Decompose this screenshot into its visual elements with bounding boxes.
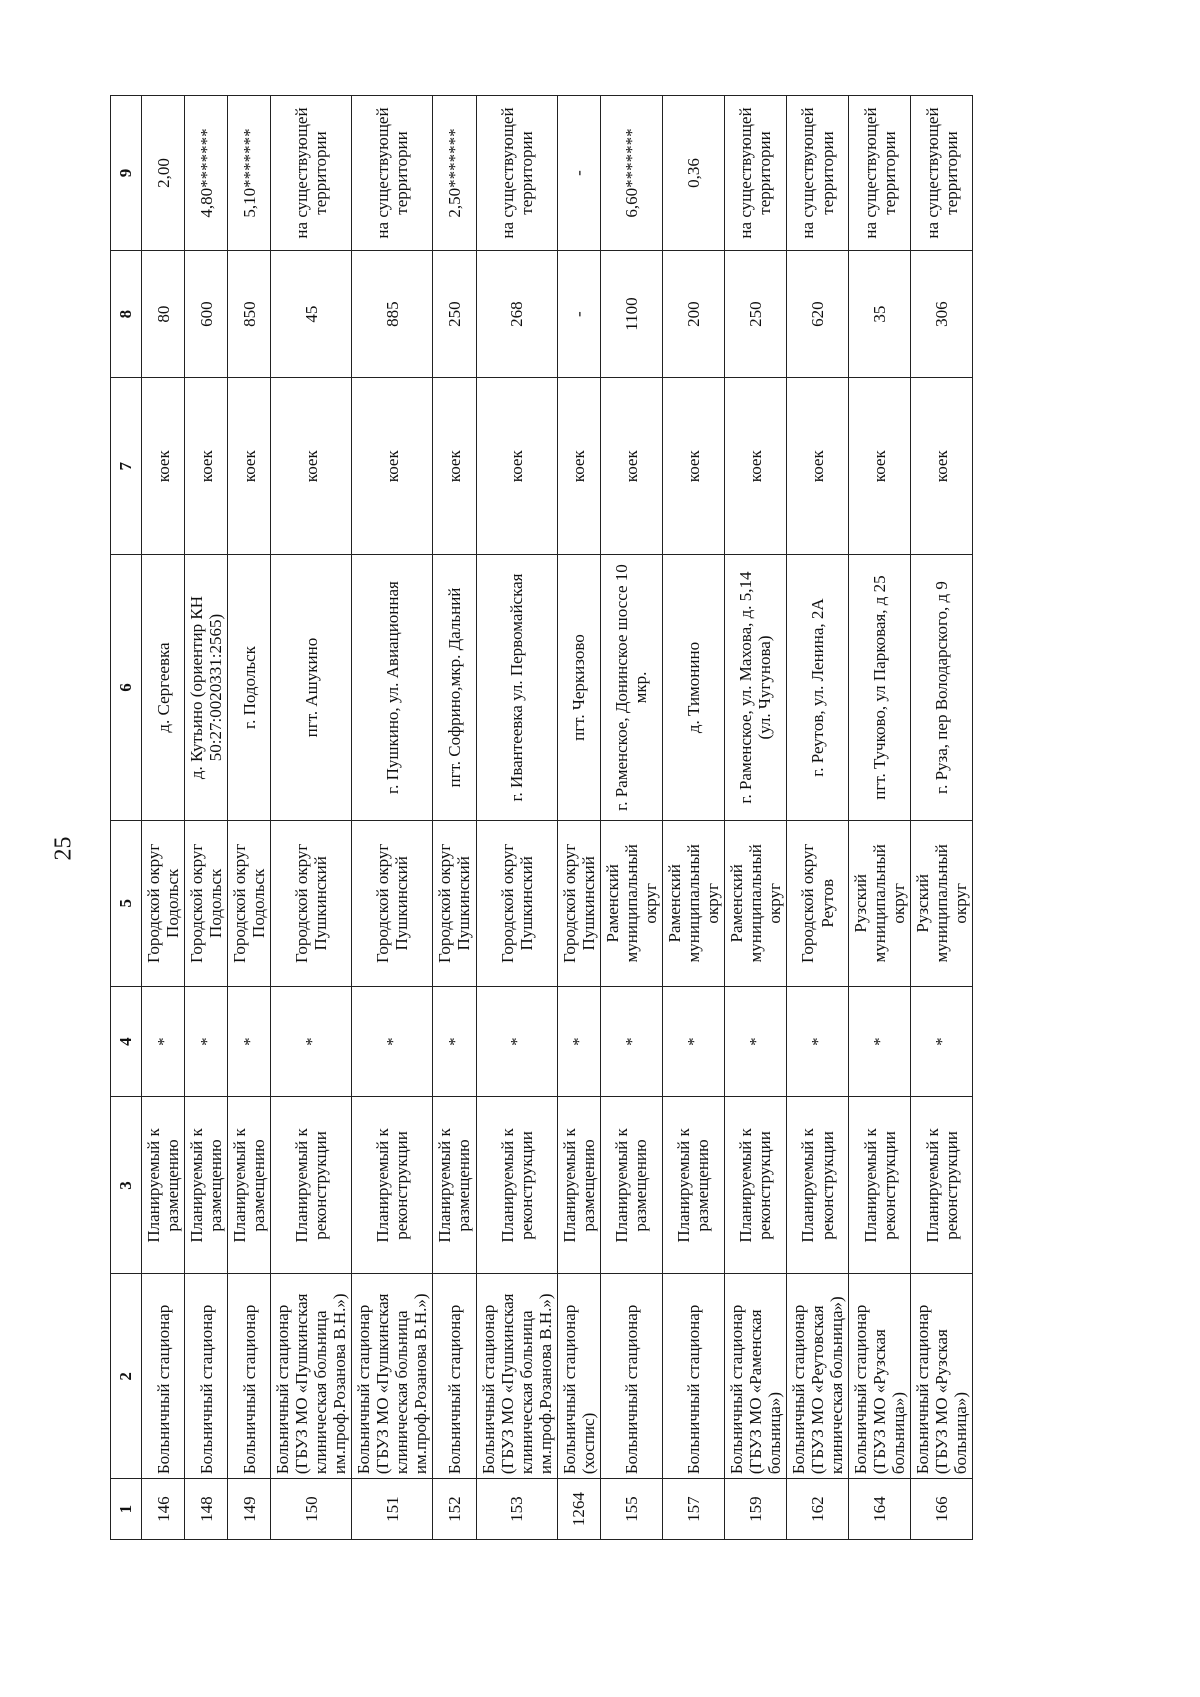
table-cell-col9: на существующей территории [724,96,786,251]
table-cell-col4: * [911,986,973,1097]
table-row [557,96,600,1540]
table-cell-col1: 162 [786,1479,848,1540]
table-cell-col7: коек [911,378,973,555]
table-cell-col2: Больничный стационар (ГБУЗ МО «Пушкинская клиническая больница им.проф.Розанова В.Н.») [476,1274,557,1479]
table-cell-col1: 150 [271,1479,352,1540]
table-cell-col5: Раменский муниципальный округ [662,820,724,986]
table-row [724,96,786,1540]
table-cell-col2: Больничный стационар (ГБУЗ МО «Пушкинская клиническая больница им.проф.Розанова В.Н.») [352,1274,433,1479]
table-row [433,96,476,1540]
facilities-table [110,95,973,1540]
table-row [271,96,352,1540]
table-cell-col7: коек [476,378,557,555]
table-cell-col3: Планируемый к реконструкции [724,1097,786,1274]
table-cell-col8: 620 [786,250,848,377]
table-cell-col2: Больничный стационар [185,1274,228,1479]
table-cell-col2: Больничный стационар [600,1274,662,1479]
header-cell: 9 [111,96,142,251]
table-row [600,96,662,1540]
table-row [228,96,271,1540]
table-cell-col3: Планируемый к реконструкции [911,1097,973,1274]
table-row [786,96,848,1540]
table-cell-col8: 306 [911,250,973,377]
table-cell-col4: * [662,986,724,1097]
header-cell: 1 [111,1479,142,1540]
table-row [352,96,433,1540]
header-cell: 4 [111,986,142,1097]
table-cell-col9: 2,50******* [433,96,476,251]
table-cell-col2: Больничный стационар [228,1274,271,1479]
table-cell-col9: на существующей территории [352,96,433,251]
table-cell-col5: Городской округ Подольск [142,820,185,986]
table-cell-col6: г. Руза, пер Володарского, д 9 [911,555,973,821]
table-cell-col7: коек [433,378,476,555]
table-cell-col2: Больничный стационар [433,1274,476,1479]
table-cell-col8: 600 [185,250,228,377]
table-cell-col4: * [433,986,476,1097]
table-cell-col3: Планируемый к размещению [142,1097,185,1274]
table-cell-col9: 2,00 [142,96,185,251]
table-cell-col6: г. Реутов, ул. Ленина, 2А [786,555,848,821]
table-cell-col6: г. Раменское, Донинское шоссе 10 мкр. [600,555,662,821]
table-cell-col7: коек [185,378,228,555]
table-cell-col9: 5,10******* [228,96,271,251]
table-cell-col6: г. Пушкино, ул. Авиационная [352,555,433,821]
table-cell-col1: 1264 [557,1479,600,1540]
table-row [476,96,557,1540]
table-cell-col6: д. Сергеевка [142,555,185,821]
table-cell-col9: на существующей территории [849,96,911,251]
table-cell-col1: 148 [185,1479,228,1540]
table-cell-col6: д. Тимонино [662,555,724,821]
table-cell-col8: 268 [476,250,557,377]
table-cell-col5: Городской округ Подольск [185,820,228,986]
table-cell-col9: на существующей территории [786,96,848,251]
table-cell-col3: Планируемый к размещению [228,1097,271,1274]
table-cell-col5: Раменский муниципальный округ [600,820,662,986]
table-cell-col6: г. Подольск [228,555,271,821]
table-cell-col1: 153 [476,1479,557,1540]
table-cell-col5: Городской округ Подольск [228,820,271,986]
table-row [911,96,973,1540]
table-cell-col1: 152 [433,1479,476,1540]
table-cell-col4: * [476,986,557,1097]
table-cell-col5: Городской округ Пушкинский [271,820,352,986]
table-cell-col8: - [557,250,600,377]
header-cell: 8 [111,250,142,377]
table-cell-col4: * [142,986,185,1097]
table-cell-col8: 850 [228,250,271,377]
table-cell-col9: 4,80******* [185,96,228,251]
table-cell-col7: коек [557,378,600,555]
table-cell-col6: пгт. Софрино,мкр. Дальний [433,555,476,821]
table-cell-col4: * [557,986,600,1097]
rotated-table-container [110,95,1080,1540]
table-cell-col9: - [557,96,600,251]
table-cell-col4: * [786,986,848,1097]
table-cell-col5: Рузский муниципальный округ [911,820,973,986]
table-cell-col1: 164 [849,1479,911,1540]
table-cell-col3: Планируемый к размещению [600,1097,662,1274]
table-cell-col7: коек [849,378,911,555]
header-cell: 5 [111,820,142,986]
table-cell-col3: Планируемый к размещению [433,1097,476,1274]
table-cell-col6: пгт. Тучково, ул Парковая, д 25 [849,555,911,821]
table-cell-col6: г. Ивантеевка ул. Первомайская [476,555,557,821]
table-cell-col4: * [185,986,228,1097]
table-header-row [111,96,142,1540]
table-cell-col1: 159 [724,1479,786,1540]
table-cell-col8: 250 [433,250,476,377]
table-cell-col1: 155 [600,1479,662,1540]
table-cell-col8: 45 [271,250,352,377]
table-row [185,96,228,1540]
table-row [142,96,185,1540]
table-cell-col1: 157 [662,1479,724,1540]
table-cell-col8: 1100 [600,250,662,377]
table-cell-col8: 200 [662,250,724,377]
table-cell-col3: Планируемый к реконструкции [786,1097,848,1274]
page-number: 25 [50,836,77,861]
table-cell-col7: коек [228,378,271,555]
table-cell-col9: 6,60******* [600,96,662,251]
table-cell-col3: Планируемый к реконструкции [476,1097,557,1274]
header-cell: 6 [111,555,142,821]
table-cell-col6: г. Раменское, ул. Махова, д. 5,14 (ул. Чугунова) [724,555,786,821]
table-cell-col1: 166 [911,1479,973,1540]
table-cell-col5: Городской округ Реутов [786,820,848,986]
table-cell-col8: 80 [142,250,185,377]
table-cell-col2: Больничный стационар (ГБУЗ МО «Пушкинская клиническая больница им.проф.Розанова В.Н.») [271,1274,352,1479]
table-cell-col2: Больничный стационар (ГБУЗ МО «Раменская больница») [724,1274,786,1479]
table-cell-col7: коек [271,378,352,555]
table-cell-col2: Больничный стационар (хоспис) [557,1274,600,1479]
table-cell-col4: * [271,986,352,1097]
table-cell-col9: на существующей территории [476,96,557,251]
table-cell-col7: коек [142,378,185,555]
table-cell-col5: Городской округ Пушкинский [352,820,433,986]
table-cell-col4: * [724,986,786,1097]
header-cell: 2 [111,1274,142,1479]
table-cell-col2: Больничный стационар (ГБУЗ МО «Реутовская клиническая больница») [786,1274,848,1479]
table-cell-col2: Больничный стационар (ГБУЗ МО «Рузская больница») [911,1274,973,1479]
table-cell-col7: коек [724,378,786,555]
table-cell-col1: 146 [142,1479,185,1540]
table-cell-col5: Рузский муниципальный округ [849,820,911,986]
table-body [142,96,973,1540]
table-cell-col6: пгт. Черкизово [557,555,600,821]
table-cell-col3: Планируемый к размещению [662,1097,724,1274]
table-cell-col9: на существующей территории [271,96,352,251]
table-cell-col8: 250 [724,250,786,377]
table-cell-col9: 0,36 [662,96,724,251]
table-cell-col9: на существующей территории [911,96,973,251]
table-cell-col2: Больничный стационар [142,1274,185,1479]
table-cell-col4: * [352,986,433,1097]
table-cell-col7: коек [600,378,662,555]
header-cell: 7 [111,378,142,555]
table-cell-col7: коек [786,378,848,555]
table-cell-col5: Городской округ Пушкинский [433,820,476,986]
header-cell: 3 [111,1097,142,1274]
table-cell-col4: * [849,986,911,1097]
table-cell-col7: коек [352,378,433,555]
table-cell-col5: Городской округ Пушкинский [557,820,600,986]
table-cell-col1: 151 [352,1479,433,1540]
table-cell-col4: * [228,986,271,1097]
table-cell-col6: д. Кутьино (ориентир КН 50:27:0020331:2565) [185,555,228,821]
table-cell-col7: коек [662,378,724,555]
table-row [662,96,724,1540]
table-cell-col2: Больничный стационар [662,1274,724,1479]
table-cell-col3: Планируемый к размещению [557,1097,600,1274]
table-cell-col8: 885 [352,250,433,377]
table-cell-col1: 149 [228,1479,271,1540]
table-cell-col8: 35 [849,250,911,377]
table-cell-col3: Планируемый к реконструкции [849,1097,911,1274]
table-cell-col3: Планируемый к реконструкции [352,1097,433,1274]
table-cell-col3: Планируемый к реконструкции [271,1097,352,1274]
table-row [849,96,911,1540]
table-cell-col6: пгт. Ашукино [271,555,352,821]
table-cell-col5: Раменский муниципальный округ [724,820,786,986]
table-cell-col4: * [600,986,662,1097]
table-cell-col5: Городской округ Пушкинский [476,820,557,986]
table-cell-col2: Больничный стационар (ГБУЗ МО «Рузская больница») [849,1274,911,1479]
table-cell-col3: Планируемый к размещению [185,1097,228,1274]
